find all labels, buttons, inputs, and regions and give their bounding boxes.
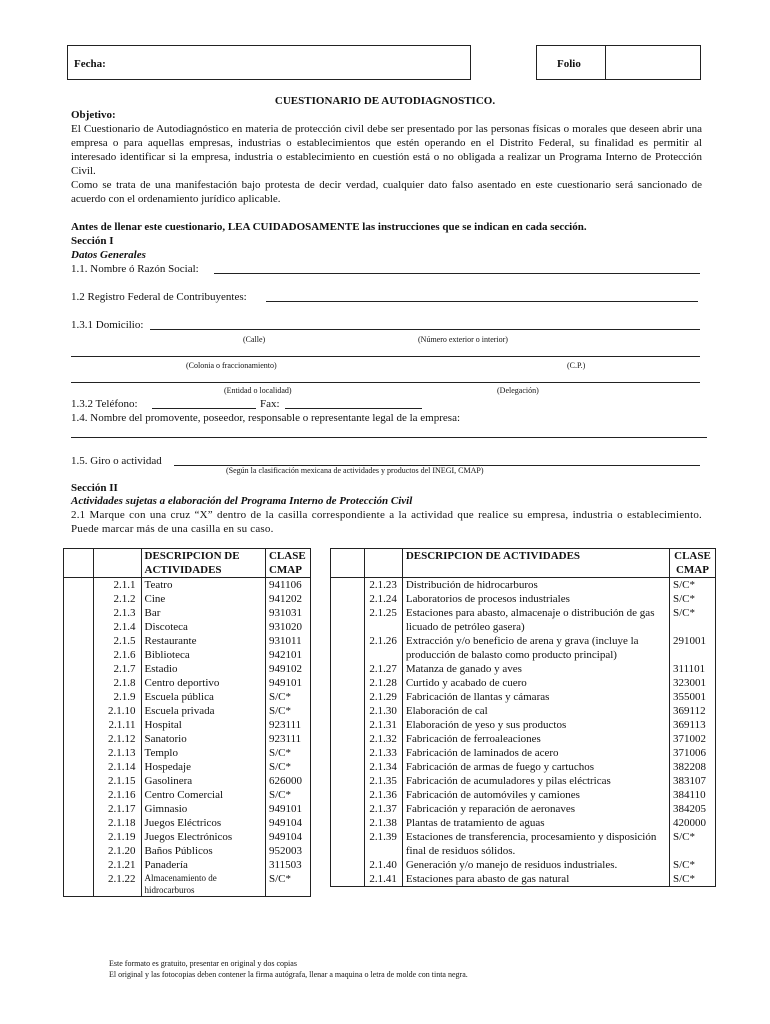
rfc-line[interactable] bbox=[266, 301, 698, 302]
activity-description: Curtido y acabado de cuero bbox=[402, 676, 669, 690]
activity-number: 2.1.33 bbox=[364, 746, 402, 760]
activity-number: 2.1.26 bbox=[364, 634, 402, 662]
table-row bbox=[64, 620, 311, 634]
telefono-label: 1.3.2 Teléfono: bbox=[71, 398, 138, 410]
activity-description: Restaurante bbox=[141, 634, 265, 648]
activity-description: Estaciones para abasto, almacenaje o distribución de gas licuado de petróleo gasera) bbox=[402, 606, 669, 634]
clase-header: CLASE CMAP bbox=[669, 549, 715, 578]
activity-description: Hospedaje bbox=[141, 760, 265, 774]
activity-clase-cmap: S/C* bbox=[669, 592, 715, 606]
activity-number: 2.1.19 bbox=[93, 830, 141, 844]
fax-line[interactable] bbox=[285, 408, 422, 409]
activity-checkbox[interactable] bbox=[331, 592, 365, 606]
activity-number: 2.1.1 bbox=[93, 578, 141, 593]
table-row bbox=[64, 718, 311, 732]
activity-number: 2.1.2 bbox=[93, 592, 141, 606]
activity-number: 2.1.3 bbox=[93, 606, 141, 620]
table-row bbox=[331, 662, 716, 676]
activity-clase-cmap: S/C* bbox=[265, 872, 310, 897]
activity-description: Panadería bbox=[141, 858, 265, 872]
folio-input-box[interactable] bbox=[605, 45, 701, 80]
activity-description: Estaciones para abasto de gas natural bbox=[402, 872, 669, 887]
razon-social-line[interactable] bbox=[214, 273, 700, 274]
table-row bbox=[331, 732, 716, 746]
activity-checkbox[interactable] bbox=[331, 816, 365, 830]
table-row bbox=[64, 760, 311, 774]
activity-checkbox[interactable] bbox=[64, 662, 94, 676]
activity-description: Elaboración de yeso y sus productos bbox=[402, 718, 669, 732]
activity-checkbox[interactable] bbox=[64, 718, 94, 732]
activity-number: 2.1.6 bbox=[93, 648, 141, 662]
table-row bbox=[64, 872, 311, 897]
activity-number: 2.1.34 bbox=[364, 760, 402, 774]
giro-label: 1.5. Giro o actividad bbox=[71, 455, 162, 467]
domicilio-line[interactable] bbox=[150, 329, 700, 330]
activity-number: 2.1.20 bbox=[93, 844, 141, 858]
activity-checkbox[interactable] bbox=[64, 732, 94, 746]
activity-checkbox[interactable] bbox=[64, 578, 94, 593]
activity-clase-cmap: 949101 bbox=[265, 802, 310, 816]
activity-number: 2.1.11 bbox=[93, 718, 141, 732]
activity-checkbox[interactable] bbox=[331, 774, 365, 788]
activity-clase-cmap: 941106 bbox=[265, 578, 310, 593]
activity-checkbox[interactable] bbox=[331, 830, 365, 858]
activity-description: Laboratorios de procesos industriales bbox=[402, 592, 669, 606]
activity-description: Juegos Eléctricos bbox=[141, 816, 265, 830]
table-row bbox=[331, 606, 716, 634]
activity-clase-cmap: 626000 bbox=[265, 774, 310, 788]
table-row bbox=[331, 858, 716, 872]
section2-instruction: 2.1 Marque con una cruz “X” dentro de la casilla correspondiente a la actividad que realice su empresa, industria o establecimiento. Puede marcar más de una casilla en su caso. bbox=[71, 509, 702, 535]
activity-number: 2.1.17 bbox=[93, 802, 141, 816]
table-row bbox=[64, 816, 311, 830]
activity-number: 2.1.5 bbox=[93, 634, 141, 648]
activity-number: 2.1.39 bbox=[364, 830, 402, 858]
activity-description: Estadio bbox=[141, 662, 265, 676]
activity-number: 2.1.10 bbox=[93, 704, 141, 718]
activity-clase-cmap: S/C* bbox=[265, 760, 310, 774]
num-header-cell bbox=[93, 549, 141, 578]
activity-description: Almacenamiento de hidrocarburos bbox=[141, 872, 265, 897]
activity-description: Fabricación de armas de fuego y cartuchos bbox=[402, 760, 669, 774]
activities-table-left bbox=[63, 548, 311, 897]
page-title: CUESTIONARIO DE AUTODIAGNOSTICO. bbox=[274, 95, 496, 107]
activity-description: Templo bbox=[141, 746, 265, 760]
folio-label: Folio bbox=[557, 58, 581, 70]
activity-description: Fabricación de acumuladores y pilas eléctricas bbox=[402, 774, 669, 788]
checkbox-header-cell bbox=[64, 549, 94, 578]
activity-description: Escuela pública bbox=[141, 690, 265, 704]
instructions: Antes de llenar este cuestionario, LEA CUIDADOSAMENTE las instrucciones que se indican en cada sección. bbox=[71, 221, 587, 233]
activity-clase-cmap: 369112 bbox=[669, 704, 715, 718]
activity-checkbox[interactable] bbox=[331, 578, 365, 593]
fecha-label: Fecha: bbox=[74, 58, 106, 70]
activity-description: Centro Comercial bbox=[141, 788, 265, 802]
activity-checkbox[interactable] bbox=[64, 676, 94, 690]
activity-checkbox[interactable] bbox=[64, 648, 94, 662]
activity-clase-cmap: S/C* bbox=[265, 788, 310, 802]
activity-number: 2.1.35 bbox=[364, 774, 402, 788]
activity-number: 2.1.38 bbox=[364, 816, 402, 830]
table-row bbox=[64, 634, 311, 648]
domicilio-label: 1.3.1 Domicilio: bbox=[71, 319, 144, 331]
activity-description: Distribución de hidrocarburos bbox=[402, 578, 669, 593]
table-row bbox=[64, 830, 311, 844]
folio-label-box bbox=[536, 45, 606, 80]
caption-numero: (Número exterior o interior) bbox=[418, 335, 508, 344]
activity-clase-cmap: 355001 bbox=[669, 690, 715, 704]
activity-checkbox[interactable] bbox=[64, 802, 94, 816]
activity-checkbox[interactable] bbox=[64, 844, 94, 858]
activity-number: 2.1.40 bbox=[364, 858, 402, 872]
section1-subtitle: Datos Generales bbox=[71, 249, 146, 261]
table-header-row bbox=[331, 549, 716, 578]
activity-clase-cmap: 923111 bbox=[265, 732, 310, 746]
activity-clase-cmap: 371006 bbox=[669, 746, 715, 760]
table-row bbox=[331, 816, 716, 830]
objetivo-label: Objetivo: bbox=[71, 109, 116, 121]
activity-checkbox[interactable] bbox=[331, 718, 365, 732]
activity-number: 2.1.37 bbox=[364, 802, 402, 816]
promovente-line[interactable] bbox=[71, 437, 707, 438]
activity-checkbox[interactable] bbox=[64, 788, 94, 802]
table-row bbox=[64, 802, 311, 816]
caption-colonia: (Colonia o fraccionamiento) bbox=[186, 361, 277, 370]
table-row bbox=[64, 690, 311, 704]
activity-clase-cmap: S/C* bbox=[265, 704, 310, 718]
activity-checkbox[interactable] bbox=[64, 816, 94, 830]
table-row bbox=[331, 872, 716, 887]
activity-checkbox[interactable] bbox=[331, 662, 365, 676]
activity-checkbox[interactable] bbox=[64, 620, 94, 634]
activity-clase-cmap: 949101 bbox=[265, 676, 310, 690]
activity-number: 2.1.9 bbox=[93, 690, 141, 704]
activity-number: 2.1.24 bbox=[364, 592, 402, 606]
checkbox-header-cell bbox=[331, 549, 365, 578]
table-row bbox=[64, 662, 311, 676]
telefono-line[interactable] bbox=[152, 408, 256, 409]
objetivo-paragraph-2: Como se trata de una manifestación bajo protesta de decir verdad, cualquier dato falso asentado en este cuestionario será sancionado de acuerdo con el ordenamiento jurídico aplicable. bbox=[71, 179, 702, 205]
activity-number: 2.1.4 bbox=[93, 620, 141, 634]
rfc-label: 1.2 Registro Federal de Contribuyentes: bbox=[71, 291, 247, 303]
activity-description: Bar bbox=[141, 606, 265, 620]
entidad-line[interactable] bbox=[71, 382, 700, 383]
fax-label: Fax: bbox=[260, 398, 280, 410]
activity-clase-cmap: S/C* bbox=[265, 746, 310, 760]
table-row bbox=[64, 746, 311, 760]
activity-description: Gasolinera bbox=[141, 774, 265, 788]
activity-description: Estaciones de transferencia, procesamiento y disposición final de residuos sólidos. bbox=[402, 830, 669, 858]
activity-clase-cmap: 942101 bbox=[265, 648, 310, 662]
activity-number: 2.1.16 bbox=[93, 788, 141, 802]
activity-clase-cmap: 311101 bbox=[669, 662, 715, 676]
activity-number: 2.1.32 bbox=[364, 732, 402, 746]
activity-clase-cmap: 949104 bbox=[265, 830, 310, 844]
activity-clase-cmap: S/C* bbox=[669, 872, 715, 887]
activity-number: 2.1.14 bbox=[93, 760, 141, 774]
table-row bbox=[331, 718, 716, 732]
caption-delegacion: (Delegación) bbox=[497, 386, 539, 395]
activity-clase-cmap: 382208 bbox=[669, 760, 715, 774]
activity-checkbox[interactable] bbox=[64, 760, 94, 774]
activity-clase-cmap: 311503 bbox=[265, 858, 310, 872]
activity-number: 2.1.27 bbox=[364, 662, 402, 676]
promovente-label: 1.4. Nombre del promovente, poseedor, responsable o representante legal de la empresa: bbox=[71, 412, 461, 424]
activity-checkbox[interactable] bbox=[64, 858, 94, 872]
desc-header: DESCRIPCION DE ACTIVIDADES bbox=[141, 549, 265, 578]
activity-number: 2.1.23 bbox=[364, 578, 402, 593]
activity-number: 2.1.12 bbox=[93, 732, 141, 746]
activity-checkbox[interactable] bbox=[64, 606, 94, 620]
activity-description: Juegos Electrónicos bbox=[141, 830, 265, 844]
activity-description: Escuela privada bbox=[141, 704, 265, 718]
table-header-row bbox=[64, 549, 311, 578]
table-row bbox=[64, 788, 311, 802]
section1-title: Sección I bbox=[71, 235, 114, 247]
table-row bbox=[331, 634, 716, 662]
activity-description: Baños Públicos bbox=[141, 844, 265, 858]
table-row bbox=[331, 578, 716, 593]
activity-checkbox[interactable] bbox=[331, 872, 365, 887]
activity-number: 2.1.31 bbox=[364, 718, 402, 732]
activity-number: 2.1.30 bbox=[364, 704, 402, 718]
footer-line-1: Este formato es gratuito, presentar en original y dos copias bbox=[109, 959, 297, 968]
activity-description: Hospital bbox=[141, 718, 265, 732]
clase-header: CLASE CMAP bbox=[265, 549, 310, 578]
table-row bbox=[64, 676, 311, 690]
activity-description: Fabricación de llantas y cámaras bbox=[402, 690, 669, 704]
activity-description: Gimnasio bbox=[141, 802, 265, 816]
activity-description: Fabricación de ferroaleaciones bbox=[402, 732, 669, 746]
activity-number: 2.1.13 bbox=[93, 746, 141, 760]
table-row bbox=[64, 844, 311, 858]
activity-number: 2.1.41 bbox=[364, 872, 402, 887]
num-header-cell bbox=[364, 549, 402, 578]
table-row bbox=[64, 858, 311, 872]
activity-checkbox[interactable] bbox=[64, 690, 94, 704]
footer-line-2: El original y las fotocopias deben contener la firma autógrafa, llenar a maquina o letra de molde con tinta negra. bbox=[109, 970, 468, 979]
activity-description: Sanatorio bbox=[141, 732, 265, 746]
activity-clase-cmap: S/C* bbox=[669, 858, 715, 872]
activity-checkbox[interactable] bbox=[331, 746, 365, 760]
activity-clase-cmap: 941202 bbox=[265, 592, 310, 606]
activity-clase-cmap: S/C* bbox=[669, 578, 715, 593]
table-row bbox=[331, 690, 716, 704]
activity-clase-cmap: 949104 bbox=[265, 816, 310, 830]
activity-description: Centro deportivo bbox=[141, 676, 265, 690]
activity-number: 2.1.28 bbox=[364, 676, 402, 690]
activity-clase-cmap: 323001 bbox=[669, 676, 715, 690]
activity-number: 2.1.15 bbox=[93, 774, 141, 788]
activity-checkbox[interactable] bbox=[331, 858, 365, 872]
objetivo-paragraph-1: El Cuestionario de Autodiagnóstico en materia de protección civil debe ser presentado por las personas físicas o morales que deseen abrir una empresa o para aquellas empresas, industrias o establecimientos que estén operando en el Distrito Federal, su finalidad es permitir al interesado identificar si la empresa, industria o establecimiento en cuestión está o no obligada a realizar un Programa Interno de Protección Civil. bbox=[71, 123, 702, 177]
activity-description: Biblioteca bbox=[141, 648, 265, 662]
section2-title: Sección II bbox=[71, 482, 118, 494]
caption-calle: (Calle) bbox=[243, 335, 266, 344]
activity-checkbox[interactable] bbox=[331, 704, 365, 718]
activity-checkbox[interactable] bbox=[331, 760, 365, 774]
activity-clase-cmap: 931031 bbox=[265, 606, 310, 620]
activity-clase-cmap: S/C* bbox=[669, 606, 715, 634]
activity-number: 2.1.29 bbox=[364, 690, 402, 704]
activity-clase-cmap: 369113 bbox=[669, 718, 715, 732]
section2-subtitle: Actividades sujetas a elaboración del Programa Interno de Protección Civil bbox=[71, 495, 413, 507]
activity-clase-cmap: S/C* bbox=[669, 830, 715, 858]
activity-description: Teatro bbox=[141, 578, 265, 593]
activity-clase-cmap: 931011 bbox=[265, 634, 310, 648]
activity-description: Fabricación y reparación de aeronaves bbox=[402, 802, 669, 816]
activity-description: Matanza de ganado y aves bbox=[402, 662, 669, 676]
activity-clase-cmap: 371002 bbox=[669, 732, 715, 746]
razon-social-label: 1.1. Nombre ó Razón Social: bbox=[71, 263, 199, 275]
activity-clase-cmap: 949102 bbox=[265, 662, 310, 676]
table-row bbox=[331, 788, 716, 802]
table-row bbox=[331, 830, 716, 858]
table-row bbox=[64, 606, 311, 620]
activity-checkbox[interactable] bbox=[64, 592, 94, 606]
activity-number: 2.1.22 bbox=[93, 872, 141, 897]
activity-number: 2.1.7 bbox=[93, 662, 141, 676]
activity-description: Discoteca bbox=[141, 620, 265, 634]
activity-number: 2.1.21 bbox=[93, 858, 141, 872]
activity-clase-cmap: 420000 bbox=[669, 816, 715, 830]
activity-checkbox[interactable] bbox=[64, 746, 94, 760]
activity-number: 2.1.8 bbox=[93, 676, 141, 690]
table-row bbox=[331, 592, 716, 606]
activity-description: Cine bbox=[141, 592, 265, 606]
activity-checkbox[interactable] bbox=[331, 788, 365, 802]
activity-checkbox[interactable] bbox=[331, 732, 365, 746]
table-row bbox=[331, 774, 716, 788]
activity-checkbox[interactable] bbox=[64, 872, 94, 897]
caption-giro: (Según la clasificación mexicana de actividades y productos del INEGI, CMAP) bbox=[226, 466, 484, 475]
fecha-box[interactable] bbox=[67, 45, 471, 80]
table-row bbox=[331, 802, 716, 816]
table-row bbox=[331, 704, 716, 718]
activity-clase-cmap: 291001 bbox=[669, 634, 715, 662]
caption-entidad: (Entidad o localidad) bbox=[224, 386, 292, 395]
table-row bbox=[331, 760, 716, 774]
activity-clase-cmap: 931020 bbox=[265, 620, 310, 634]
activity-checkbox[interactable] bbox=[331, 802, 365, 816]
activity-number: 2.1.36 bbox=[364, 788, 402, 802]
activity-checkbox[interactable] bbox=[331, 676, 365, 690]
activities-table-right bbox=[330, 548, 716, 887]
table-row bbox=[64, 774, 311, 788]
table-row bbox=[64, 648, 311, 662]
colonia-line[interactable] bbox=[71, 356, 700, 357]
activity-checkbox[interactable] bbox=[331, 606, 365, 634]
activity-description: Elaboración de cal bbox=[402, 704, 669, 718]
activity-clase-cmap: 384110 bbox=[669, 788, 715, 802]
activity-number: 2.1.25 bbox=[364, 606, 402, 634]
activity-clase-cmap: 384205 bbox=[669, 802, 715, 816]
activity-description: Fabricación de laminados de acero bbox=[402, 746, 669, 760]
activity-checkbox[interactable] bbox=[64, 830, 94, 844]
table-row bbox=[64, 592, 311, 606]
activity-clase-cmap: 383107 bbox=[669, 774, 715, 788]
table-row bbox=[64, 704, 311, 718]
activity-checkbox[interactable] bbox=[64, 704, 94, 718]
desc-header: DESCRIPCION DE ACTIVIDADES bbox=[402, 549, 669, 578]
activity-checkbox[interactable] bbox=[64, 774, 94, 788]
activity-clase-cmap: S/C* bbox=[265, 690, 310, 704]
activity-checkbox[interactable] bbox=[331, 634, 365, 662]
table-row bbox=[331, 746, 716, 760]
table-row bbox=[64, 732, 311, 746]
activity-checkbox[interactable] bbox=[331, 690, 365, 704]
table-row bbox=[64, 578, 311, 593]
caption-cp: (C.P.) bbox=[567, 361, 586, 370]
activity-description: Fabricación de automóviles y camiones bbox=[402, 788, 669, 802]
table-row bbox=[331, 676, 716, 690]
activity-clase-cmap: 923111 bbox=[265, 718, 310, 732]
activity-description: Plantas de tratamiento de aguas bbox=[402, 816, 669, 830]
activity-description: Extracción y/o beneficio de arena y grava (incluye la producción de balasto como producto principal) bbox=[402, 634, 669, 662]
activity-number: 2.1.18 bbox=[93, 816, 141, 830]
activity-checkbox[interactable] bbox=[64, 634, 94, 648]
activity-description: Generación y/o manejo de residuos industriales. bbox=[402, 858, 669, 872]
activity-clase-cmap: 952003 bbox=[265, 844, 310, 858]
